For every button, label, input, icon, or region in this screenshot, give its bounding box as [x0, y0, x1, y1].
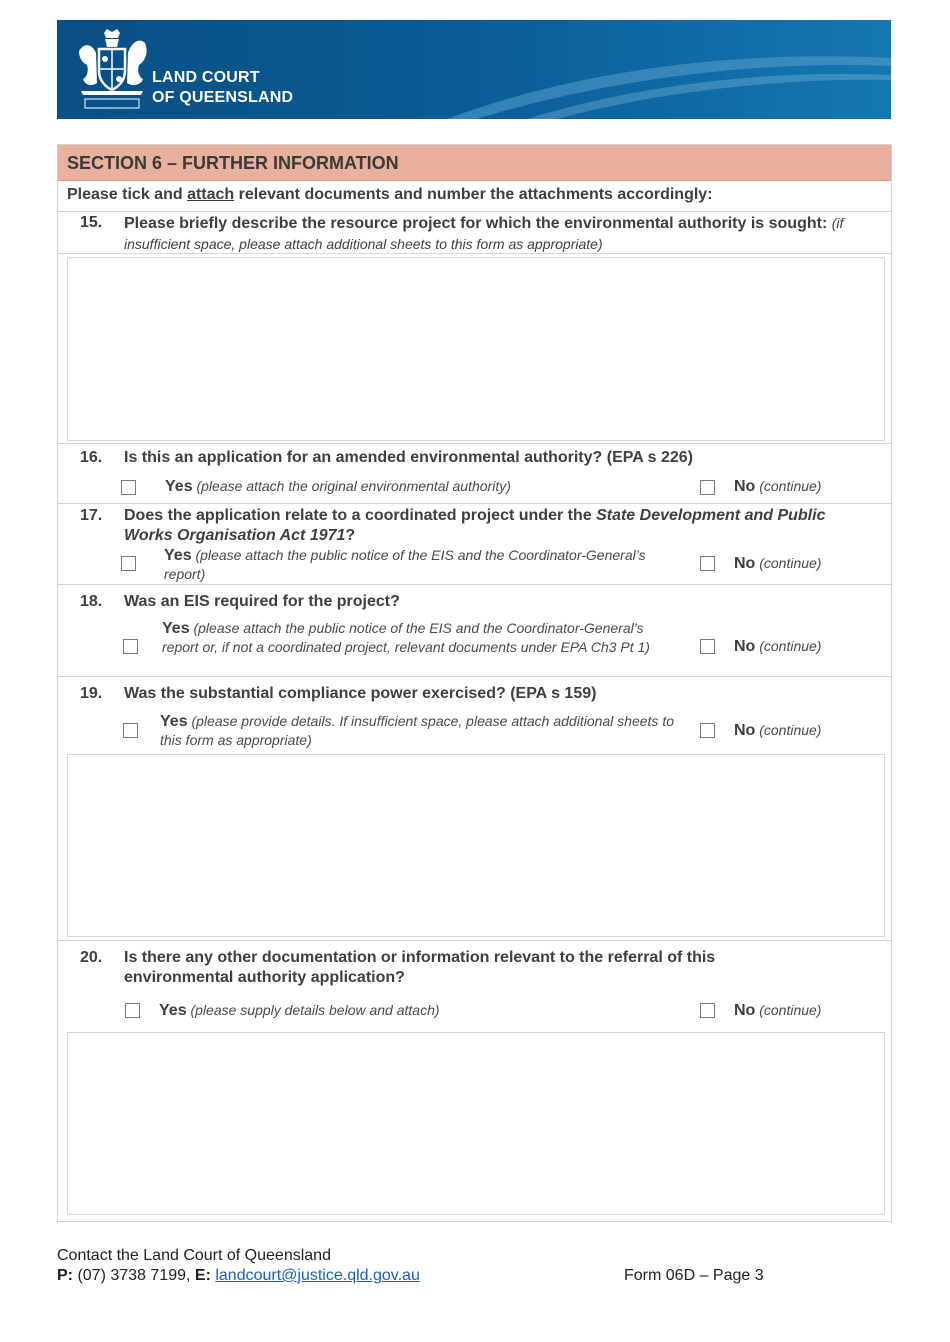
divider: [58, 253, 891, 254]
header-banner: [57, 20, 891, 119]
question-15-answer-field[interactable]: [67, 257, 885, 441]
question-18-yes-checkbox[interactable]: [123, 639, 138, 654]
queensland-crest-logo: [71, 27, 153, 113]
question-20-answer-field[interactable]: [67, 1032, 885, 1215]
question-16-yes-note: (please attach the original environmental authority): [196, 478, 511, 494]
further-information-form: [57, 144, 892, 1222]
question-18-no-label: No: [734, 638, 756, 655]
question-16-no-note: (continue): [759, 478, 822, 494]
footer-email-link[interactable]: landcourt@justice.qld.gov.au: [215, 1267, 420, 1284]
question-16-yes-label: Yes: [165, 478, 193, 495]
question-20-no-checkbox[interactable]: [700, 1003, 715, 1018]
question-20-text: Is there any other documentation or information relevant to the referral of this environmental authority application?: [124, 949, 716, 986]
divider: [58, 211, 891, 212]
question-19-no-note: (continue): [759, 722, 822, 738]
question-17-yes-checkbox[interactable]: [121, 556, 136, 571]
question-17-end: ?: [345, 527, 356, 544]
page-footer: [57, 1246, 892, 1286]
question-16-no-checkbox[interactable]: [700, 480, 715, 495]
question-16-yes-option: [165, 477, 615, 496]
question-17-number: 17.: [80, 507, 103, 524]
question-15-text: [124, 213, 864, 255]
question-15-prompt: Please briefly describe the resource project for which the environmental authority is sought:: [124, 215, 828, 232]
divider: [58, 940, 891, 941]
question-20-no-note: (continue): [759, 1002, 822, 1018]
question-19-yes-option: [160, 712, 690, 749]
instruction-text-end: relevant documents and number the attachments accordingly:: [234, 186, 713, 203]
footer-form-page: Form 06D – Page 3: [624, 1267, 764, 1284]
question-19-yes-checkbox[interactable]: [123, 723, 138, 738]
question-19-text: Was the substantial compliance power exercised? (EPA s 159): [124, 685, 597, 702]
question-20-yes-note: (please supply details below and attach): [190, 1002, 440, 1018]
instruction-underlined-word: attach: [187, 186, 235, 203]
question-16-no-label: No: [734, 478, 756, 495]
question-18-text: Was an EIS required for the project?: [124, 593, 400, 610]
footer-contact-details: [57, 1266, 892, 1286]
divider: [58, 584, 891, 585]
question-17-no-checkbox[interactable]: [700, 556, 715, 571]
question-17-no-option: [734, 554, 821, 573]
organisation-name: [152, 68, 293, 108]
question-19-number: 19.: [80, 685, 103, 702]
question-19-answer-field[interactable]: [67, 754, 885, 937]
question-18-yes-note: (please attach the public notice of the EIS and the Coordinator-General’s report or, if not a coordinated project, relevant documents under EPA Ch3 Pt 1): [162, 620, 650, 655]
question-16-no-option: [734, 477, 821, 496]
question-17-text: [124, 506, 854, 546]
question-16-text: Is this an application for an amended environmental authority? (EPA s 226): [124, 449, 693, 466]
question-18-yes-option: [162, 619, 652, 656]
question-16-yes-checkbox[interactable]: [121, 480, 136, 495]
question-19-no-option: [734, 721, 821, 740]
section-title: SECTION 6 – FURTHER INFORMATION: [67, 153, 399, 173]
question-19-yes-note: (please provide details. If insufficient space, please attach additional sheets to this form as appropriate): [160, 713, 674, 748]
section-header: [58, 145, 891, 181]
question-17-yes-option: [164, 546, 654, 583]
footer-contact-line: Contact the Land Court of Queensland: [57, 1247, 331, 1264]
question-20-number: 20.: [80, 949, 103, 966]
section-instruction: [67, 186, 713, 204]
question-15-note: (if insufficient space, please attach additional sheets to this form as appropriate): [124, 215, 844, 252]
question-19-yes-label: Yes: [160, 713, 188, 730]
instruction-text-start: Please tick and: [67, 186, 188, 203]
question-20-yes-checkbox[interactable]: [125, 1003, 140, 1018]
question-18-no-checkbox[interactable]: [700, 639, 715, 654]
footer-phone-label: P:: [57, 1267, 73, 1284]
question-17-no-note: (continue): [759, 555, 822, 571]
question-17-prompt: Does the application relate to a coordinated project under the: [124, 507, 597, 524]
question-16-number: 16.: [80, 449, 103, 466]
question-19-no-checkbox[interactable]: [700, 723, 715, 738]
footer-email-label: E:: [194, 1267, 211, 1284]
footer-phone: (07) 3738 7199,: [77, 1267, 191, 1284]
divider: [58, 503, 891, 504]
question-19-no-label: No: [734, 722, 756, 739]
question-20-yes-option: [159, 1001, 609, 1020]
question-17-yes-label: Yes: [164, 547, 192, 564]
question-17-yes-note: (please attach the public notice of the EIS and the Coordinator-General’s report): [164, 547, 646, 582]
divider: [58, 443, 891, 444]
organisation-name-line-2: OF QUEENSLAND: [152, 89, 294, 106]
question-18-no-note: (continue): [759, 638, 822, 654]
question-20-no-label: No: [734, 1002, 756, 1019]
question-17-no-label: No: [734, 555, 756, 572]
question-15-number: 15.: [80, 214, 103, 231]
question-17-act-title: State Development and Public Works Organisation Act 1971: [124, 507, 826, 544]
question-18-number: 18.: [80, 593, 103, 610]
organisation-name-line-1: LAND COURT: [152, 69, 260, 86]
question-20-yes-label: Yes: [159, 1002, 187, 1019]
question-20-no-option: [734, 1001, 821, 1020]
question-18-yes-label: Yes: [162, 620, 190, 637]
divider: [58, 676, 891, 677]
question-18-no-option: [734, 637, 821, 656]
